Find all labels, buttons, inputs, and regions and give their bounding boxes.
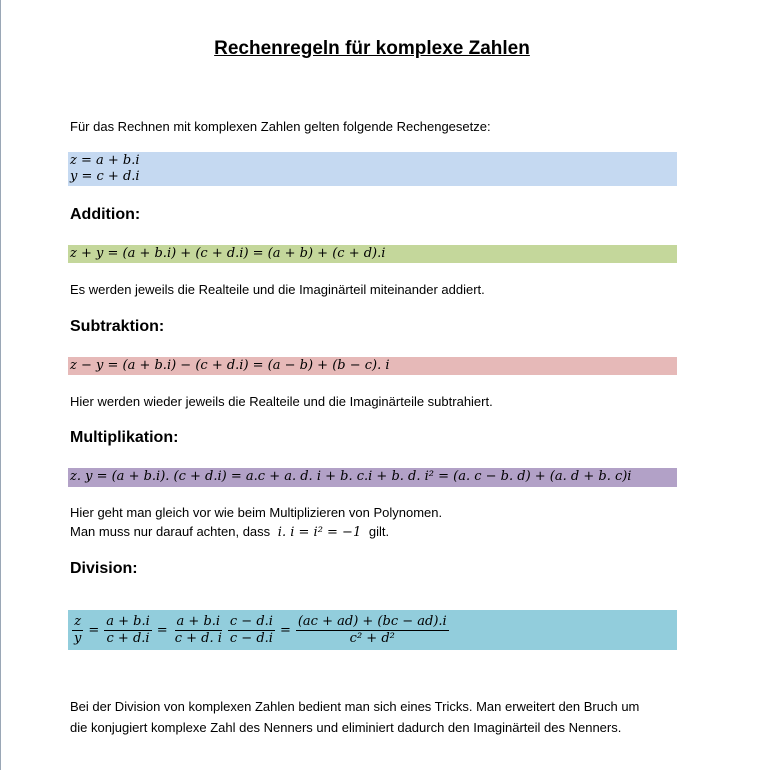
- fraction-conjugate: [228, 614, 275, 647]
- addition-text: Es werden jeweils die Realteile und die Imaginärteil miteinander addiert.: [70, 282, 485, 297]
- page-edge: [0, 0, 1, 770]
- addition-formula: z + y = (a + b.i) + (c + d.i) = (a + b) + (c + d).i: [70, 246, 386, 261]
- intro-text: Für das Rechnen mit komplexen Zahlen gelten folgende Rechengesetze:: [70, 119, 491, 134]
- multiplication-text-2-math: i. i = i² = −1: [277, 525, 362, 540]
- division-text-1: Bei der Division von komplexen Zahlen bedient man sich eines Tricks. Man erweitert den Bruch um: [70, 699, 640, 714]
- division-text-2: die konjugiert komplexe Zahl des Nenners und eliminiert dadurch den Imaginärteil des Nenners.: [70, 720, 622, 735]
- fraction-denominator: c + d.i: [106, 630, 150, 646]
- fraction-numerator: z: [74, 613, 82, 629]
- multiplication-formula: z. y = (a + b.i). (c + d.i) = a.c + a. d. i + b. c.i + b. d. i² = (a. c − b. d) + (a. d + b. c)i: [70, 469, 632, 484]
- multiplication-text-2: [70, 522, 389, 542]
- equals-sign: =: [88, 622, 100, 638]
- fraction-denominator: c + d. i: [174, 630, 222, 646]
- division-box: [68, 610, 677, 650]
- equals-sign: =: [279, 622, 291, 638]
- division-heading: Division:: [70, 560, 138, 577]
- subtraction-text: Hier werden wieder jeweils die Realteile und die Imaginärteile subtrahiert.: [70, 394, 493, 409]
- definition-y: y = c + d.i: [70, 169, 140, 184]
- multiplication-heading: Multiplikation:: [70, 429, 179, 446]
- fraction-result: [296, 614, 449, 647]
- subtraction-heading: Subtraktion:: [70, 318, 165, 335]
- fraction-numerator: a + b.i: [176, 613, 221, 629]
- subtraction-formula: z − y = (a + b.i) − (c + d.i) = (a − b) + (b − c). i: [70, 358, 390, 373]
- multiplication-box: [68, 468, 677, 487]
- equals-sign: =: [156, 622, 168, 638]
- fraction-original: [104, 614, 152, 647]
- subtraction-box: [68, 357, 677, 375]
- definitions-box: [68, 152, 677, 186]
- multiplication-text-2-post: gilt.: [368, 524, 390, 539]
- fraction-z-over-y: [72, 614, 83, 647]
- fraction-extended-left: [173, 614, 224, 647]
- page-title: Rechenregeln für komplexe Zahlen: [214, 38, 530, 59]
- addition-heading: Addition:: [70, 206, 141, 223]
- addition-box: [68, 245, 677, 263]
- multiplication-text-1: Hier geht man gleich vor wie beim Multiplizieren von Polynomen.: [70, 505, 443, 520]
- fraction-denominator: c² + d²: [349, 630, 395, 646]
- multiplication-text-2-pre: Man muss nur darauf achten, dass: [70, 524, 271, 539]
- fraction-numerator: a + b.i: [106, 613, 150, 629]
- fraction-denominator: y: [74, 630, 82, 646]
- fraction-numerator: c − d.i: [229, 613, 273, 629]
- definition-z: z = a + b.i: [70, 153, 140, 168]
- fraction-denominator: c − d.i: [229, 630, 273, 646]
- fraction-numerator: (ac + ad) + (bc − ad).i: [297, 613, 447, 629]
- division-formula: [70, 610, 451, 650]
